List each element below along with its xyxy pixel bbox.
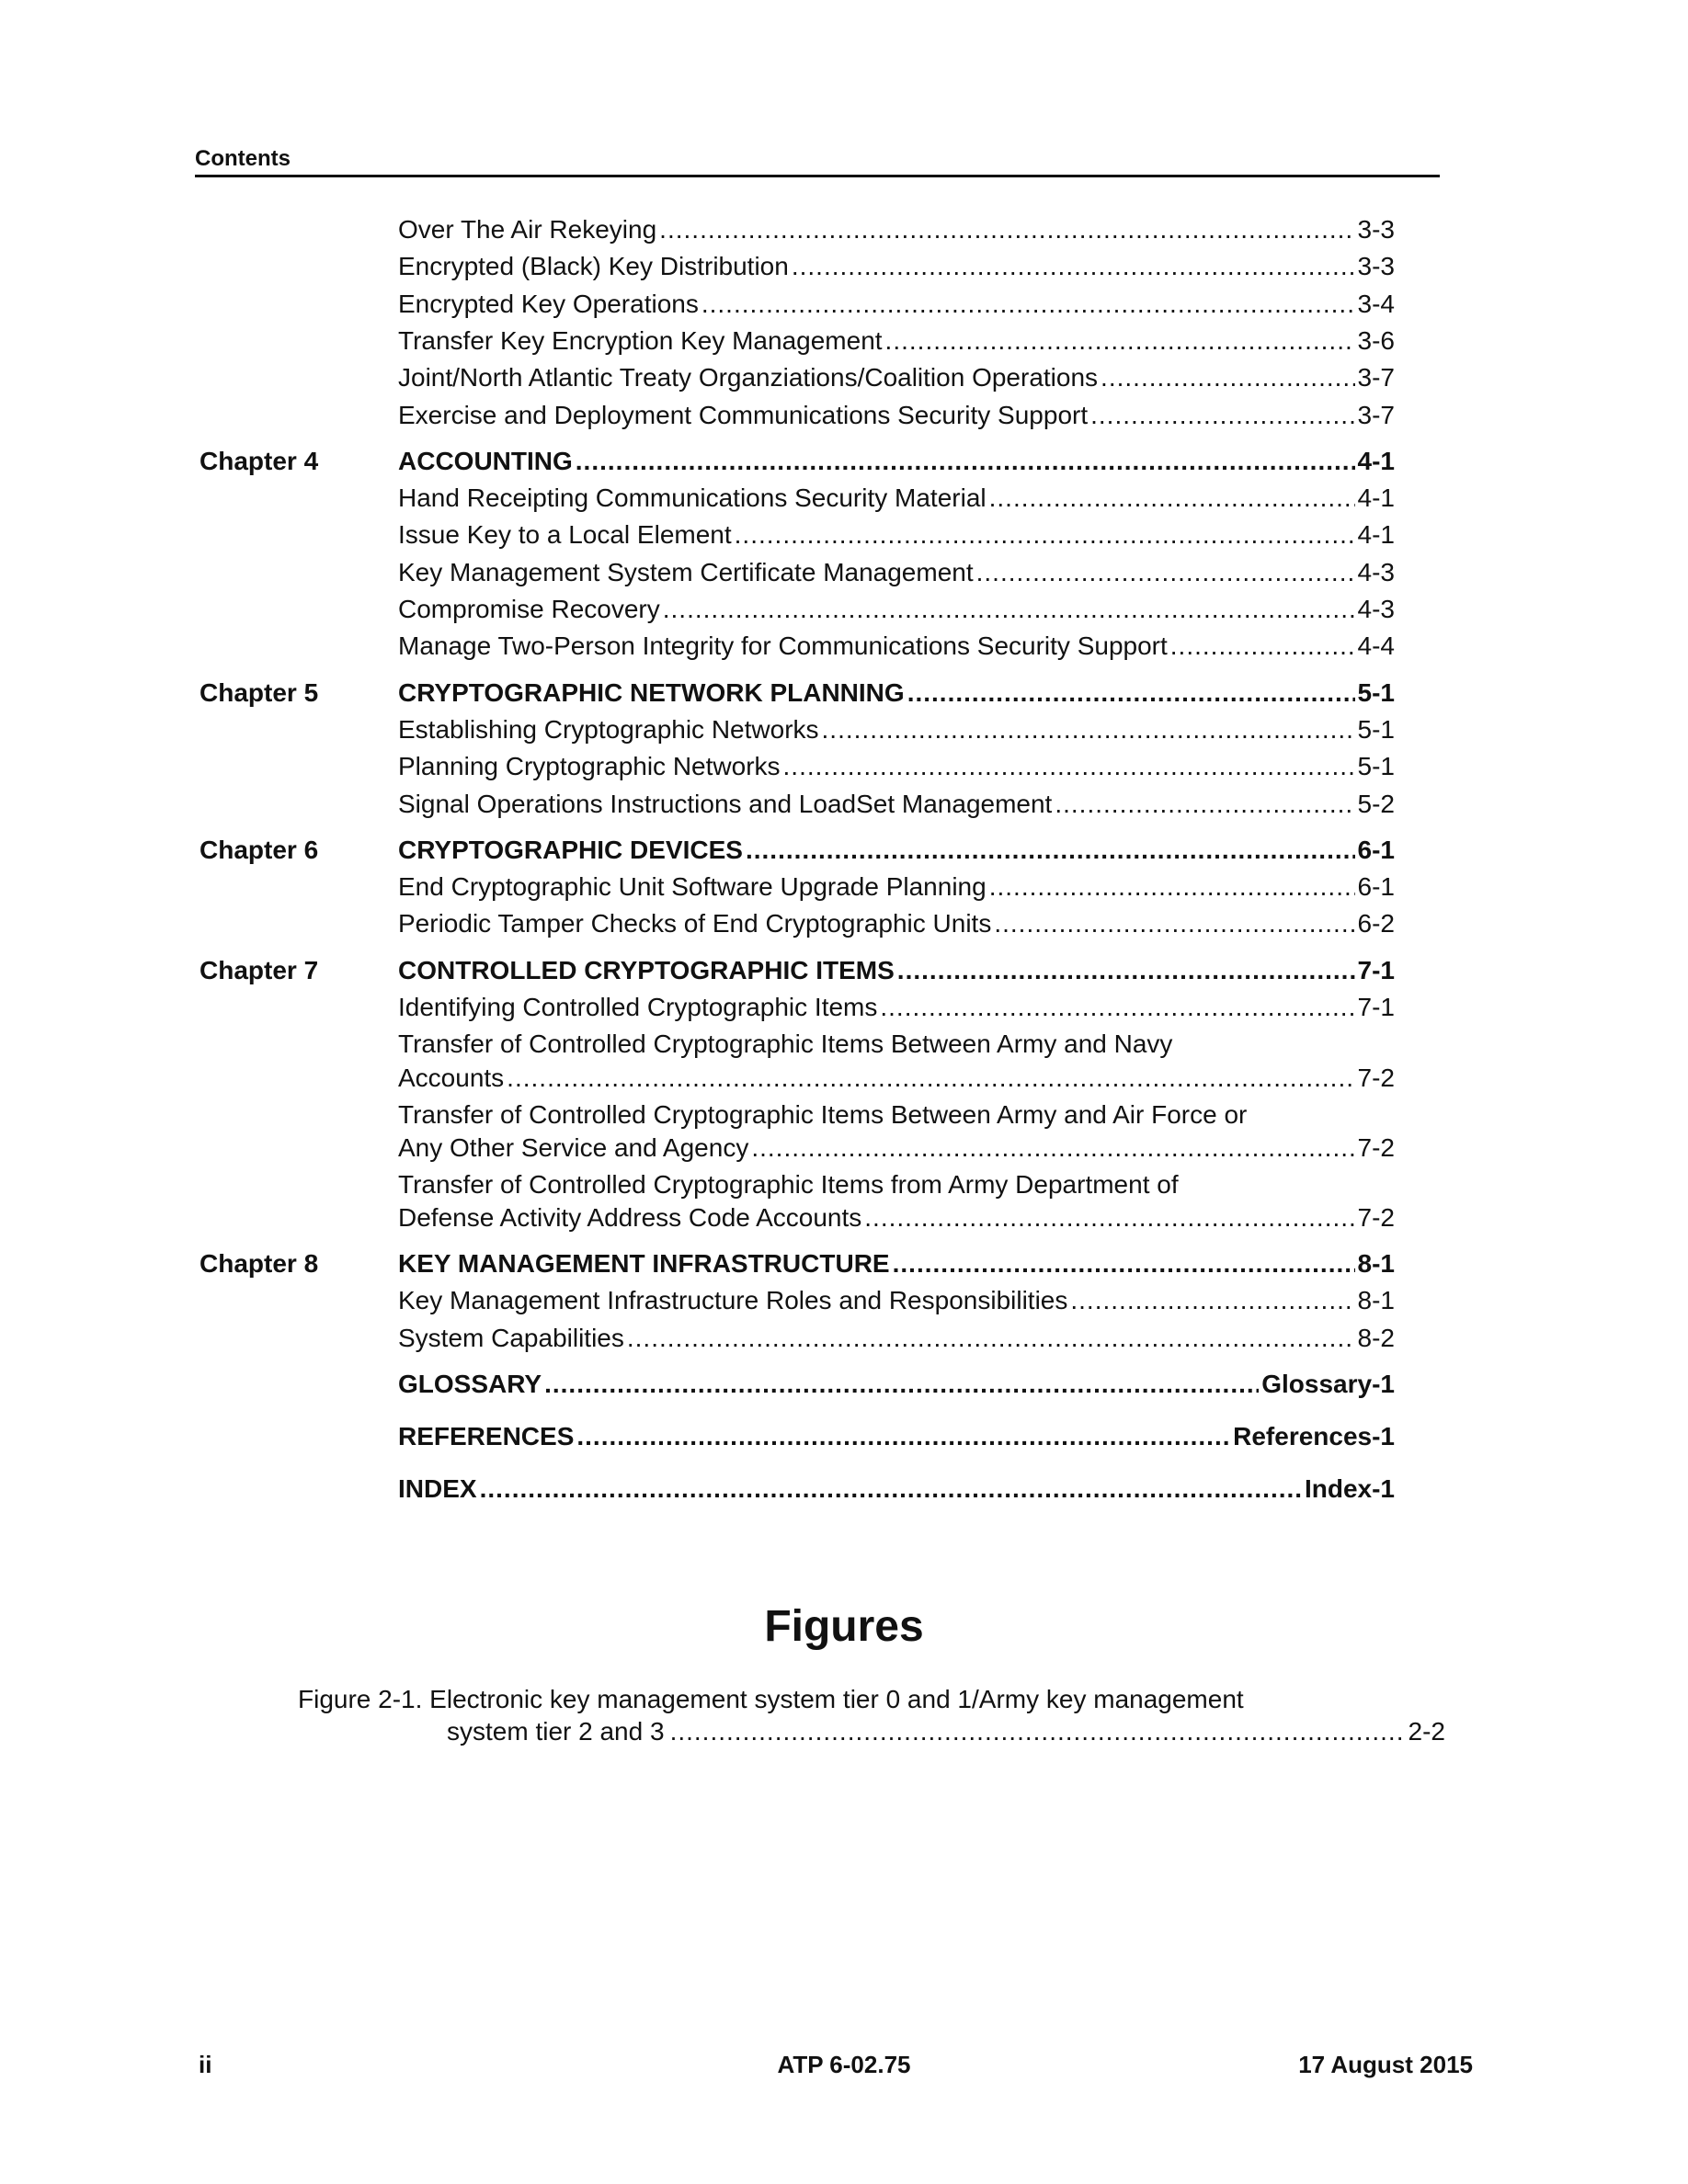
dot-leader — [576, 445, 1355, 478]
toc-entry-title: Planning Cryptographic Networks — [398, 752, 781, 781]
chapter-heading[interactable] — [398, 954, 1395, 987]
dot-leader — [792, 250, 1355, 283]
dot-leader — [897, 954, 1355, 987]
toc-entry-page: 3-4 — [1357, 289, 1395, 318]
toc-entry[interactable] — [398, 399, 1395, 432]
dot-leader — [576, 1420, 1230, 1453]
toc-entry-wrapped-line[interactable]: Transfer of Controlled Cryptographic Items Between Army and Air Force or — [398, 1099, 1248, 1129]
toc-entry-title: Establishing Cryptographic Networks — [398, 714, 819, 744]
back-matter-entry[interactable] — [398, 1368, 1395, 1401]
toc-entry[interactable] — [398, 1284, 1395, 1317]
dot-leader — [701, 288, 1355, 321]
chapter-label: Chapter 6 — [200, 835, 319, 864]
chapter-heading-page: 5-1 — [1357, 677, 1395, 707]
figure-entry-line1[interactable]: Figure 2-1. Electronic key management system tier 0 and 1/Army key management — [298, 1685, 1244, 1713]
dot-leader — [976, 556, 1355, 589]
chapter-heading-title: CONTROLLED CRYPTOGRAPHIC ITEMS — [398, 955, 895, 984]
chapter-label: Chapter 7 — [200, 955, 319, 984]
toc-entry-title: System Capabilities — [398, 1323, 624, 1352]
toc-entry-title: Transfer Key Encryption Key Management — [398, 325, 883, 355]
toc-entry[interactable] — [398, 788, 1395, 821]
dot-leader — [864, 1201, 1354, 1234]
chapter-heading-page: 4-1 — [1357, 446, 1395, 475]
toc-entry-wrapped-line[interactable]: Transfer of Controlled Cryptographic Items from Army Department of — [398, 1169, 1179, 1199]
dot-leader — [663, 593, 1355, 626]
back-matter-entry-page: References-1 — [1233, 1422, 1395, 1451]
toc-entry[interactable] — [398, 213, 1395, 246]
toc-entry[interactable] — [398, 870, 1395, 904]
toc-entry-page: 8-1 — [1357, 1286, 1395, 1315]
toc-entry[interactable] — [398, 907, 1395, 940]
figure-entry-line2[interactable] — [447, 1715, 1445, 1748]
toc-entry-title: Issue Key to a Local Element — [398, 520, 732, 550]
dot-leader — [670, 1715, 1403, 1748]
dot-leader — [735, 518, 1355, 552]
dot-leader — [989, 482, 1355, 515]
toc-entry-title: Hand Receipting Communications Security Material — [398, 483, 987, 513]
dot-leader — [893, 1247, 1355, 1280]
toc-entry-page: 7-2 — [1357, 1203, 1395, 1233]
toc-entry-title: End Cryptographic Unit Software Upgrade Planning — [398, 872, 987, 902]
footer-publication: ATP 6-02.75 — [777, 2051, 911, 2078]
toc-entry-title: Exercise and Deployment Communications Security Support — [398, 400, 1089, 429]
back-matter-entry-title: REFERENCES — [398, 1422, 575, 1451]
footer-date: 17 August 2015 — [1298, 2051, 1473, 2078]
toc-entry[interactable] — [398, 750, 1395, 783]
chapter-heading-title: CRYPTOGRAPHIC DEVICES — [398, 835, 743, 864]
toc-entry[interactable] — [398, 1322, 1395, 1355]
toc-entry-page: 4-1 — [1357, 483, 1395, 513]
toc-entry-page: 3-3 — [1357, 215, 1395, 244]
toc-entry-title: Defense Activity Address Code Accounts — [398, 1203, 862, 1233]
dot-leader — [1090, 399, 1354, 432]
dot-leader — [507, 1062, 1354, 1095]
chapter-label: Chapter 8 — [200, 1248, 319, 1278]
dot-leader — [880, 991, 1354, 1024]
dot-leader — [783, 750, 1355, 783]
dot-leader — [1170, 630, 1355, 663]
running-header: Contents — [195, 145, 1440, 177]
chapter-heading[interactable] — [398, 677, 1395, 710]
toc-entry-page: 4-3 — [1357, 595, 1395, 623]
chapter-heading-page: 7-1 — [1357, 955, 1395, 984]
toc-entry-title: Encrypted Key Operations — [398, 289, 699, 318]
toc-entry-page: 3-7 — [1357, 363, 1395, 392]
toc-entry-wrapped-line[interactable]: Transfer of Controlled Cryptographic Items Between Army and Navy — [398, 1029, 1173, 1059]
dot-leader — [751, 1132, 1354, 1165]
toc-entry-page: 4-4 — [1357, 631, 1395, 661]
chapter-heading-title: KEY MANAGEMENT INFRASTRUCTURE — [398, 1248, 890, 1278]
figure-entry-title: system tier 2 and 3 — [447, 1717, 665, 1746]
toc-entry-page: 4-1 — [1357, 520, 1395, 550]
toc-entry[interactable] — [398, 288, 1395, 321]
dot-leader — [480, 1473, 1302, 1506]
dot-leader — [659, 213, 1354, 246]
chapter-label: Chapter 5 — [200, 677, 319, 707]
toc-entry-page: 8-2 — [1357, 1323, 1395, 1352]
dot-leader — [885, 324, 1355, 358]
toc-entry-page: 5-1 — [1357, 752, 1395, 781]
toc-entry-page: 7-1 — [1357, 993, 1395, 1021]
dot-leader — [627, 1322, 1355, 1355]
toc-entry[interactable] — [398, 593, 1395, 626]
toc-entry[interactable] — [398, 482, 1395, 515]
toc-entry[interactable] — [398, 556, 1395, 589]
toc-entry-title: Compromise Recovery — [398, 595, 660, 623]
toc-entry-title: Identifying Controlled Cryptographic Items — [398, 993, 878, 1021]
toc-entry-title: Key Management System Certificate Management — [398, 557, 974, 586]
toc-entry-page: 5-2 — [1357, 789, 1395, 818]
figures-heading: Figures — [764, 1602, 924, 1651]
toc-entry-page: 6-1 — [1357, 872, 1395, 902]
dot-leader — [994, 907, 1354, 940]
toc-entry-page: 3-7 — [1357, 400, 1395, 429]
toc-entry-page: 5-1 — [1357, 714, 1395, 744]
toc-entry-title: Signal Operations Instructions and LoadSet Management — [398, 789, 1053, 818]
dot-leader — [907, 677, 1355, 710]
chapter-heading[interactable] — [398, 1247, 1395, 1280]
toc-entry-page: 6-2 — [1357, 909, 1395, 938]
toc-entry[interactable] — [398, 1201, 1395, 1234]
back-matter-entry-title: INDEX — [398, 1474, 477, 1504]
back-matter-entry-page: Glossary-1 — [1261, 1369, 1395, 1398]
dot-leader — [989, 870, 1355, 904]
chapter-heading-page: 8-1 — [1357, 1248, 1395, 1278]
toc-entry-title: Accounts — [398, 1063, 505, 1092]
toc-entry[interactable] — [398, 250, 1395, 283]
toc-entry-title: Over The Air Rekeying — [398, 215, 657, 244]
toc-entry[interactable] — [398, 1062, 1395, 1095]
toc-entry[interactable] — [398, 324, 1395, 358]
chapter-heading[interactable] — [398, 445, 1395, 478]
toc-entry-page: 4-3 — [1357, 557, 1395, 586]
toc-entry[interactable] — [398, 1132, 1395, 1165]
back-matter-entry-page: Index-1 — [1304, 1474, 1395, 1504]
back-matter-entry[interactable] — [398, 1420, 1395, 1453]
toc-entry-title: Joint/North Atlantic Treaty Organziations/Coalition Operations — [398, 363, 1099, 392]
toc-entry-page: 3-6 — [1357, 325, 1395, 355]
dot-leader — [1070, 1284, 1354, 1317]
toc-entry[interactable] — [398, 630, 1395, 663]
toc-entry-title: Manage Two-Person Integrity for Communications Security Support — [398, 631, 1168, 661]
toc-entry-title: Periodic Tamper Checks of End Cryptographic Units — [398, 909, 992, 938]
toc-entry-page: 7-2 — [1357, 1063, 1395, 1092]
toc-entry-title: Encrypted (Black) Key Distribution — [398, 252, 789, 281]
chapter-heading-title: ACCOUNTING — [398, 446, 573, 475]
toc-entry-title: Any Other Service and Agency — [398, 1133, 749, 1163]
dot-leader — [822, 713, 1355, 746]
figure-entry-page: 2-2 — [1408, 1717, 1445, 1746]
chapter-heading-title: CRYPTOGRAPHIC NETWORK PLANNING — [398, 677, 905, 707]
toc-entry-title: Key Management Infrastructure Roles and Responsibilities — [398, 1286, 1068, 1315]
chapter-heading[interactable] — [398, 834, 1395, 867]
toc-entry[interactable] — [398, 361, 1395, 394]
dot-leader — [1055, 788, 1354, 821]
toc-entry[interactable] — [398, 991, 1395, 1024]
chapter-heading-page: 6-1 — [1357, 835, 1395, 864]
dot-leader — [1101, 361, 1354, 394]
footer-page-number: ii — [199, 2051, 212, 2078]
back-matter-entry[interactable] — [398, 1473, 1395, 1506]
back-matter-entry-title: GLOSSARY — [398, 1369, 542, 1398]
chapter-label: Chapter 4 — [200, 446, 319, 475]
toc-entry[interactable] — [398, 713, 1395, 746]
toc-entry-page: 3-3 — [1357, 252, 1395, 281]
toc-entry-page: 7-2 — [1357, 1133, 1395, 1163]
toc-entry[interactable] — [398, 518, 1395, 552]
dot-leader — [544, 1368, 1259, 1401]
dot-leader — [746, 834, 1355, 867]
